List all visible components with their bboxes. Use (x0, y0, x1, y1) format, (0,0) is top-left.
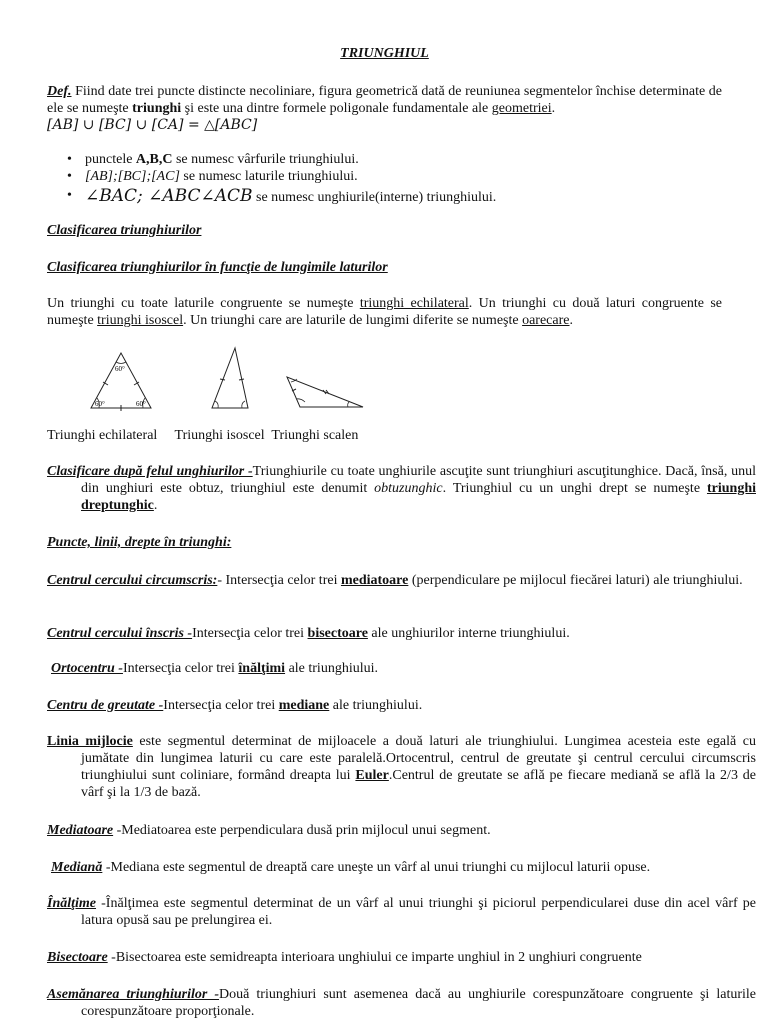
greutate-text-1: Intersecţia celor trei (163, 698, 279, 713)
inaltime-text: -Înălţimea este segmentul determinat de un vârf al unui triunghi şi piciorul perpendicularei duse din acel vârf pe latura opusă sau pe prelungirea ei. (81, 896, 756, 928)
inscris-heading: Centrul cercului înscris - (47, 626, 193, 641)
def-formula: [AB] ∪ [BC] ∪ [CA] = △[ABC] (47, 117, 258, 133)
centroid-paragraph (47, 697, 756, 714)
angles-text-2: . Triunghiul cu un unghi drept se numeşte (442, 481, 707, 496)
scalene-triangle (287, 377, 363, 407)
inaltime-heading: Înălţime (47, 896, 97, 911)
angles-classification-paragraph (47, 463, 756, 514)
def-bold-term: triunghi (132, 101, 182, 116)
class-text-2: . Un triunghi cu două laturi congruente se numeşte (47, 296, 722, 328)
circum-heading: Centrul cercului circumscris: (47, 573, 218, 588)
mediatoare-heading: Mediatoare (47, 823, 114, 838)
angles-italic-term: obtuzunghic (374, 481, 443, 496)
def-link-geometriei[interactable]: geometriei (491, 101, 552, 116)
figure-caption: Triunghi echilateral Triunghi isoscel Triunghi scalen (47, 428, 359, 443)
sides-classification-paragraph (47, 295, 722, 329)
bullet2-italic: [AB];[BC];[AC] (85, 169, 180, 184)
bullet1-post: se numesc vârfurile triunghiului. (172, 152, 359, 167)
angles-bold-term: triunghi dreptunghic (81, 481, 756, 513)
def-text-2: şi este una dintre formele poligonale fundamentale ale (181, 101, 492, 116)
linia-text-2: .Centrul de greutate se află pe fiecare mediană se află la 2/3 de vârf şi la 1/3 de bază. (81, 768, 757, 800)
list-item (67, 151, 707, 168)
bisectoare-text: -Bisectoarea este semidreapta interioara unghiului ce imparte unghiul in 2 unghiuri congruente (107, 950, 642, 965)
bullet1-bold: A,B,C (135, 152, 173, 167)
class-text-3: . Un triunghi care are laturile de lungimi diferite se numeşte (183, 313, 523, 328)
list-item (67, 185, 707, 209)
ortocentru-text-1: Intersecţia celor trei (122, 661, 239, 676)
linia-heading: Linia mijlocie (47, 734, 133, 749)
def-label: Def. (47, 84, 72, 99)
mediana-text: -Mediana este segmentul de dreaptă care uneşte un vârf al unui triunghi cu mijlocul laturii opuse. (102, 860, 651, 875)
mediatoare-text: -Mediatoarea este perpendiculara dusă prin mijlocul unui segment. (113, 823, 491, 838)
incenter-paragraph (47, 625, 756, 642)
inscris-bold: bisectoare (307, 626, 368, 641)
angles-heading: Clasificare după felul unghiurilor - (47, 464, 253, 479)
ortocentru-bold: înălţimi (238, 661, 286, 676)
orthocenter-paragraph (51, 660, 760, 677)
perpendicular-bisector-paragraph (47, 822, 756, 839)
circum-bold: mediatoare (340, 573, 409, 588)
angles-text-3: . (153, 498, 158, 513)
link-scalene[interactable]: oarecare (522, 313, 570, 328)
circumcenter-paragraph (47, 572, 756, 589)
triangles-figure (87, 340, 417, 420)
asemanare-heading: Asemănarea triunghiurilor - (47, 987, 220, 1002)
bullet3-math: ∠BAC; ∠ABC∠ACB (85, 186, 253, 206)
circum-text-1: - Intersecţia celor trei (217, 573, 341, 588)
angle-label-top: 60° (115, 365, 125, 373)
angle-label-right: 60° (136, 400, 146, 408)
greutate-text-2: ale triunghiului. (329, 698, 423, 713)
linia-text-1: este segmentul determinat de mijloacele a două laturi ale triunghiului. Lungimea acesteia este egală cu jumătate din lungimea laturii cu care este paralelă.Ortocentrul, centrul de greutate şi centrul cercului circumscris triunghiului sunt coliniare, formând dreapta lui (81, 734, 756, 783)
classification-heading: Clasificarea triunghiurilor (47, 223, 202, 238)
linia-bold-euler: Euler (355, 768, 389, 783)
classification-subheading: Clasificarea triunghiurilor în funcţie de lungimile laturilor (47, 260, 388, 275)
greutate-bold: mediane (278, 698, 330, 713)
bisectoare-heading: Bisectoare (47, 950, 108, 965)
class-text-4: . (569, 313, 573, 328)
definition-paragraph (47, 83, 722, 117)
def-text-3: . (551, 101, 556, 116)
bullet3-post: se numesc unghiurile(interne) triunghiului. (252, 190, 497, 205)
class-text-1: Un triunghi cu toate laturile congruente se numeşte (47, 296, 360, 311)
altitude-paragraph (47, 895, 756, 929)
inscris-text-2: ale unghiurilor interne triunghiului. (367, 626, 570, 641)
midline-paragraph (47, 733, 756, 801)
greutate-heading: Centru de greutate - (47, 698, 164, 713)
angle-label-left: 60° (95, 400, 105, 408)
mediana-heading: Mediană (51, 860, 103, 875)
isosceles-triangle (212, 348, 248, 408)
bullet2-post: se numesc laturile triunghiului. (179, 169, 358, 184)
equilateral-triangle (91, 353, 151, 411)
page-title: TRIUNGHIUL (340, 46, 429, 61)
link-isosceles[interactable]: triunghi isoscel (97, 313, 184, 328)
def-text-1: Fiind date trei puncte distincte necoliniare, figura geometrică dată de reuniunea segmentelor închise determinate de ele se numeşte (47, 84, 722, 116)
list-item (67, 168, 707, 185)
similarity-paragraph (47, 986, 756, 1020)
inscris-text-1: Intersecţia celor trei (192, 626, 308, 641)
median-paragraph (51, 859, 760, 876)
link-equilateral[interactable]: triunghi echilateral (359, 296, 469, 311)
asemanare-text: Două triunghiuri sunt asemenea dacă au unghiurile corespunzătoare congruente şi laturile corespunzătoare proporţionale. (81, 987, 757, 1019)
points-lines-heading: Puncte, linii, drepte în triunghi: (47, 535, 232, 550)
angles-text-1: Triunghiurile cu toate unghiurile ascuţite sunt triunghiuri ascuţitunghice. Dacă, însă, unul din unghiuri este obtuz, triunghiul este denumit (81, 464, 756, 496)
ortocentru-text-2: ale triunghiului. (285, 661, 378, 676)
ortocentru-heading: Ortocentru - (51, 661, 123, 676)
angle-bisector-paragraph (47, 949, 756, 966)
bullet1-pre: punctele (85, 152, 136, 167)
properties-list (67, 151, 707, 209)
circum-text-2: (perpendiculare pe mijlocul fiecărei laturi) ale triunghiului. (408, 573, 743, 588)
